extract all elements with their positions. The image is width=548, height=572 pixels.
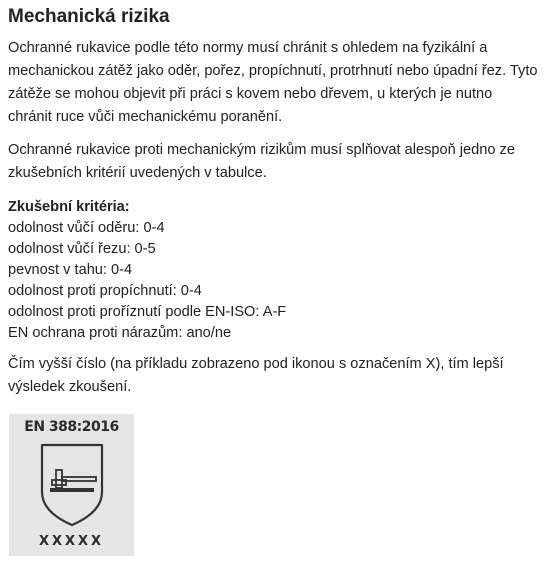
criteria-item-abrasion: odolnost vůčí oděru: 0-4 xyxy=(8,220,165,236)
criteria-item-impact: EN ochrana proti nárazům: ano/ne xyxy=(8,325,232,341)
badge-norm-label: EN 388:2016 xyxy=(24,419,119,435)
hammer-shield-icon xyxy=(39,442,105,528)
badge-performance-mark: XXXXX xyxy=(38,534,105,549)
criteria-item-puncture: odolnost proti propíchnutí: 0-4 xyxy=(8,283,202,299)
en388-badge xyxy=(9,414,134,556)
criteria-title: Zkušební kritéria: xyxy=(8,199,130,215)
criteria-list xyxy=(8,196,540,344)
criteria-item-tear: pevnost v tahu: 0-4 xyxy=(8,262,133,278)
requirement-paragraph: Ochranné rukavice proti mechanickým rizikům musí splňovat alespoň jedno ze zkušebních kritérií uvedených v tabulce. xyxy=(8,142,515,181)
result-paragraph: Čím vyšší číslo (na příkladu zobrazeno pod ikonou s označením X), tím lepší výsledek zkoušení. xyxy=(8,356,504,395)
criteria-item-iso-cut: odolnost proti proříznutí podle EN-ISO: A-F xyxy=(8,304,287,320)
page-title: Mechanická rizika xyxy=(8,6,170,27)
mechanical-risks-article xyxy=(8,6,540,399)
criteria-item-cut: odolnost vůčí řezu: 0-5 xyxy=(8,241,156,257)
intro-paragraph: Ochranné rukavice podle této normy musí chránit s ohledem na fyzikální a mechanickou zátěž jako oděr, pořez, propíchnutí, protrhnutí nebo úpadní řez. Tyto zátěže se mohou objevit při práci s kovem nebo dřevem, u kterých je nutno chránit ruce vůči mechanickému poranění. xyxy=(8,40,538,125)
